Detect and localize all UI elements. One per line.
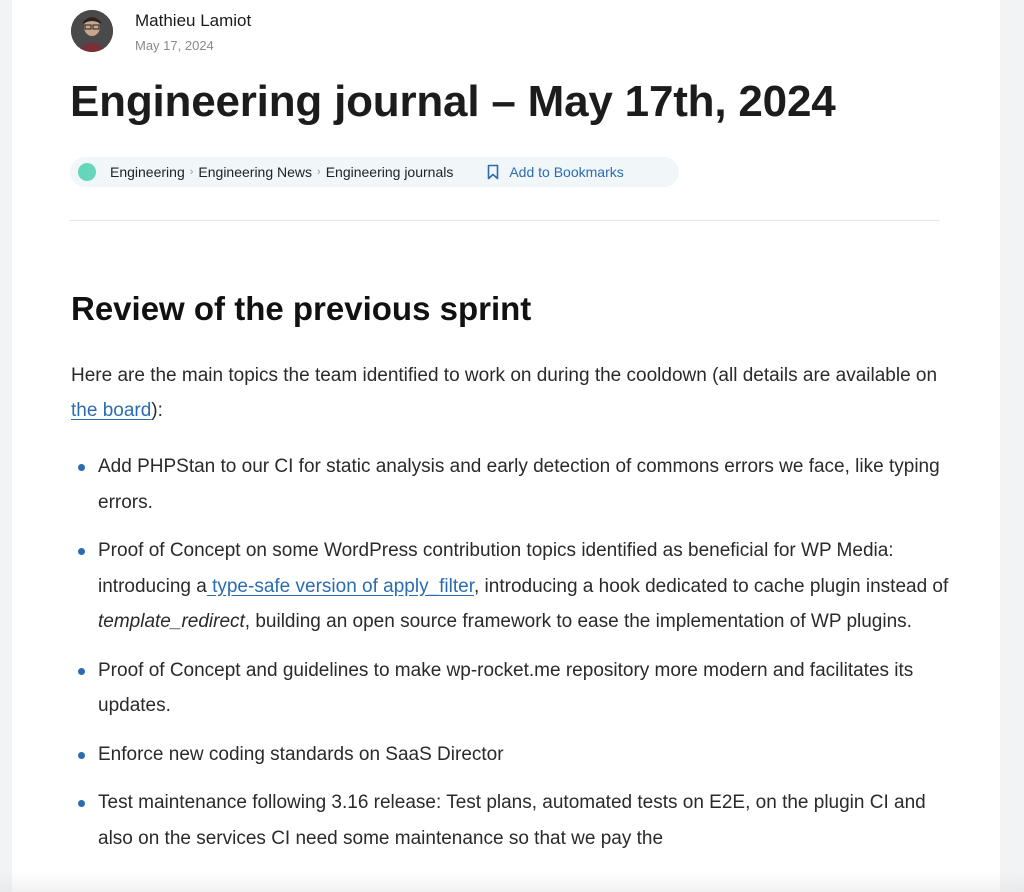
add-to-bookmarks-button[interactable] xyxy=(487,164,623,180)
article-page xyxy=(12,0,1000,892)
list-item-text-after: , building an open source framework to ease the implementation of WP plugins. xyxy=(244,611,912,632)
list-item xyxy=(71,737,951,773)
avatar-photo-icon xyxy=(71,10,113,52)
bookmark-label: Add to Bookmarks xyxy=(509,164,624,180)
list-item-text: Test maintenance following 3.16 release: Test plans, automated tests on E2E, on the plugin CI and also on the services CI need some maintenance so that we pay the xyxy=(98,792,926,849)
list-item xyxy=(71,785,951,856)
list-item-text: Enforce new coding standards on SaaS Director xyxy=(98,743,504,765)
bullet-icon xyxy=(78,668,85,675)
author-block xyxy=(71,10,251,55)
bullet-icon xyxy=(78,464,85,471)
topics-list xyxy=(71,449,951,869)
list-item-text: Proof of Concept and guidelines to make wp-rocket.me repository more modern and facilitates its updates. xyxy=(98,659,914,716)
breadcrumb-item-engineering-journals[interactable]: Engineering journals xyxy=(325,164,454,180)
intro-text: Here are the main topics the team identified to work on during the cooldown (all details are available on xyxy=(71,365,938,386)
intro-end: ): xyxy=(151,400,163,421)
bullet-icon xyxy=(78,548,85,555)
list-item-text: Add PHPStan to our CI for static analysis and early detection of commons errors we face, like typing errors. xyxy=(98,456,940,513)
bookmark-icon xyxy=(487,164,499,180)
bullet-icon xyxy=(78,800,85,807)
breadcrumb-item-engineering[interactable]: Engineering xyxy=(110,164,185,180)
breadcrumb-separator: › xyxy=(189,166,194,178)
apply-filter-link[interactable]: type-safe version of apply_filter xyxy=(206,575,474,597)
list-item-text-before: Proof of Concept on some WordPress contribution topics identified as beneficial for WP Media: introducing a xyxy=(98,540,894,597)
intro-paragraph xyxy=(71,358,951,428)
author-name[interactable]: Mathieu Lamiot xyxy=(135,11,252,30)
section-heading: Review of the previous sprint xyxy=(71,290,532,327)
bottom-fade xyxy=(0,872,1024,892)
page-title: Engineering journal – May 17th, 2024 xyxy=(70,77,836,126)
list-item xyxy=(71,653,951,724)
author-avatar[interactable] xyxy=(71,10,113,52)
category-dot-icon xyxy=(78,163,96,181)
post-date: May 17, 2024 xyxy=(135,38,214,53)
breadcrumb-separator: › xyxy=(317,166,321,178)
category-bar xyxy=(70,157,679,187)
breadcrumb xyxy=(110,164,453,180)
bullet-icon xyxy=(78,752,85,759)
template-redirect-code: template_redirect xyxy=(98,611,245,632)
board-link[interactable]: the board xyxy=(71,400,152,421)
header-divider xyxy=(70,220,940,221)
list-item xyxy=(71,533,951,640)
list-item xyxy=(71,449,951,520)
breadcrumb-item-engineering-news[interactable]: Engineering News xyxy=(198,164,313,180)
list-item-text-middle: , introducing a hook dedicated to cache plugin instead of xyxy=(474,575,949,597)
